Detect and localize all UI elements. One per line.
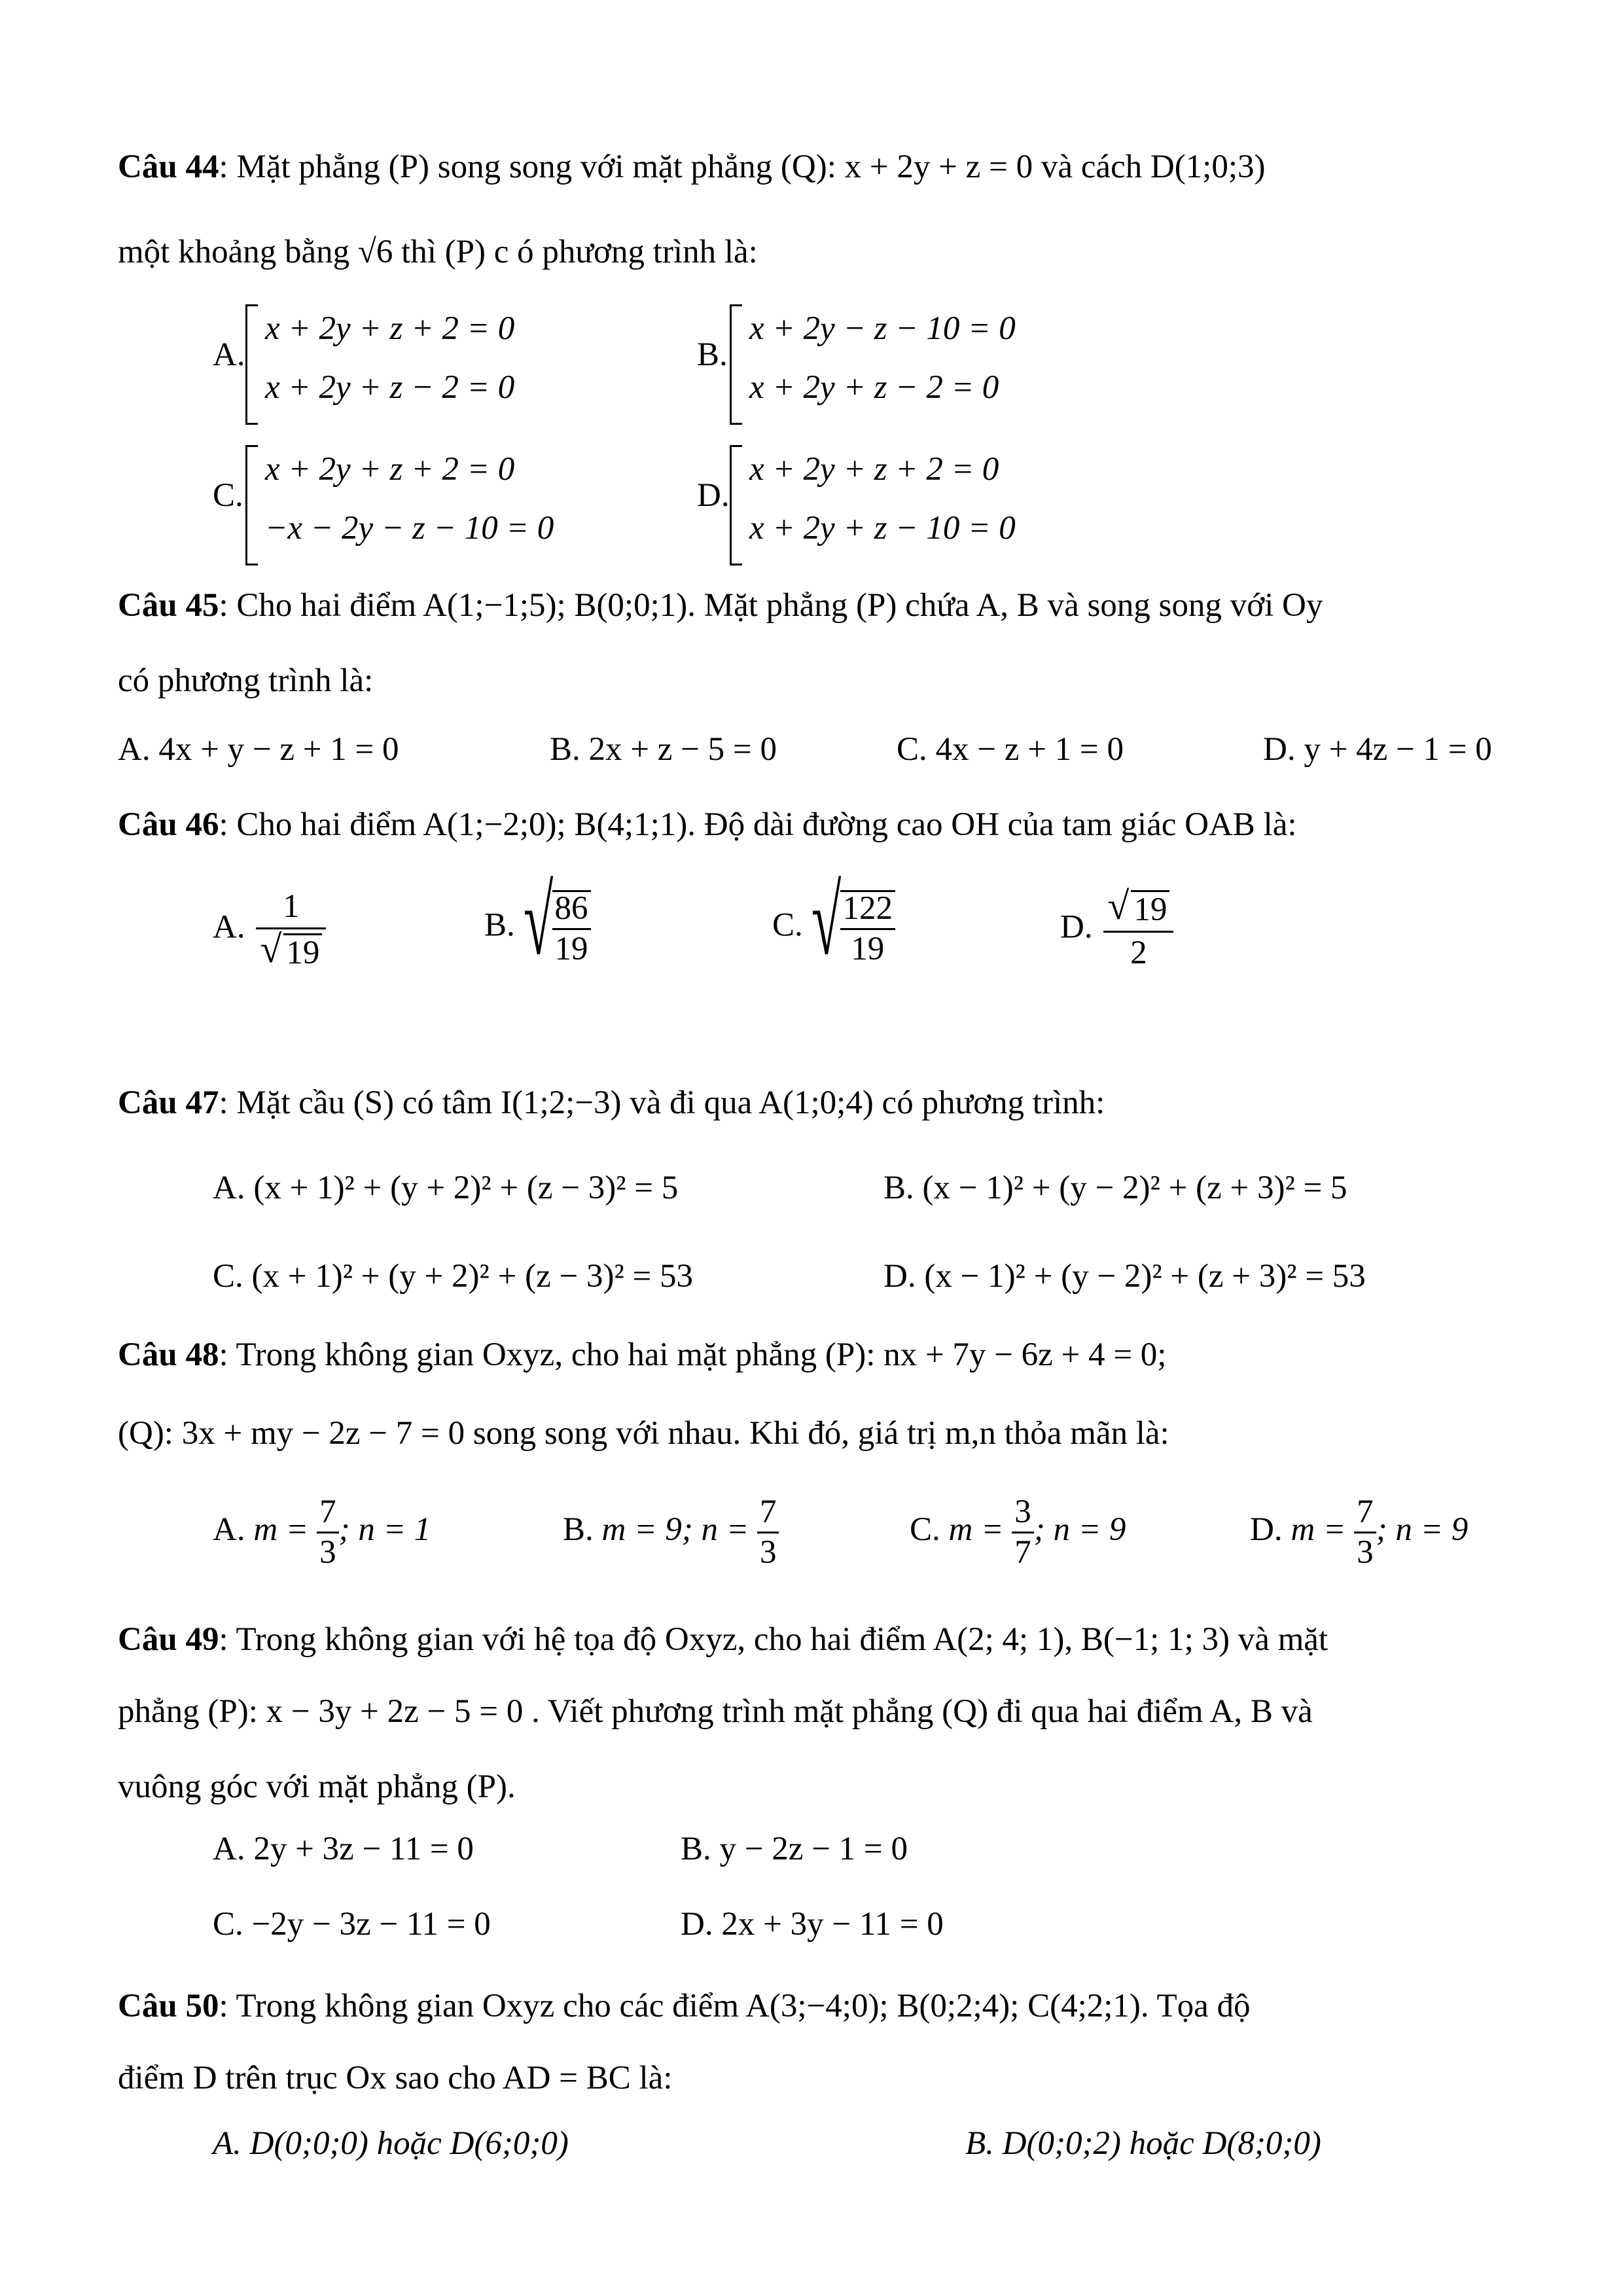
q46-option-d: D. √ $\frac{19}{2}$ (1060, 890, 1176, 970)
q45-line2: có phương trình là: (118, 662, 374, 699)
q48-option-a: A. m = $\frac{7}{3}$ ; n = 1 (213, 1494, 431, 1571)
q47-option-a: A. (x + 1)² + (y + 2)² + (z − 3)² = 5 (213, 1170, 679, 1206)
q50-option-b: B. D(0;0;2) hoặc D(8;0;0) (965, 2125, 1321, 2162)
q50-option-a: A. D(0;0;0) hoặc D(6;0;0) (213, 2125, 569, 2162)
q47-option-b: B. (x − 1)² + (y − 2)² + (z + 3)² = 5 (883, 1170, 1347, 1206)
q44-text1: : Mặt phẳng (P) song song với mặt phẳng (Q): x + 2y + z = 0 và cách D(1;0;3) (219, 149, 1266, 185)
q49-line1: Câu 49: Trong không gian với hệ tọa độ Oxyz, cho hai điểm A(2; 4; 1), B(−1; 1; 3) và mặt (118, 1621, 1329, 1658)
q49-option-d: D. 2x + 3y − 11 = 0 (681, 1906, 944, 1943)
bracket (730, 304, 742, 425)
q49-line2: phẳng (P): x − 3y + 2z − 5 = 0 . Viết phương trình mặt phẳng (Q) đi qua hai điểm A, B và (118, 1693, 1313, 1730)
q47-option-d: D. (x − 1)² + (y − 2)² + (z + 3)² = 53 (883, 1258, 1366, 1295)
q45-option-a: A. 4x + y − z + 1 = 0 (118, 731, 399, 768)
q44-line1 (118, 151, 1266, 184)
q45-line1: Câu 45: Cho hai điểm A(1;−1;5); B(0;0;1). Mặt phẳng (P) chứa A, B và song song với Oy (118, 587, 1323, 624)
q49-option-b: B. y − 2z − 1 = 0 (681, 1831, 908, 1867)
q48-line2: (Q): 3x + my − 2z − 7 = 0 song song với nhau. Khi đó, giá trị m,n thỏa mãn là: (118, 1415, 1169, 1452)
q49-label: Câu 49 (118, 1621, 219, 1658)
q46-label: Câu 46 (118, 806, 219, 843)
q48-line1: Câu 48: Trong không gian Oxyz, cho hai mặt phẳng (P): nx + 7y − 6z + 4 = 0; (118, 1336, 1167, 1373)
q47-line1: Câu 47: Mặt cầu (S) có tâm I(1;2;−3) và đi qua A(1;0;4) có phương trình: (118, 1085, 1105, 1121)
q49-line3: vuông góc với mặt phẳng (P). (118, 1768, 516, 1805)
q49-option-a: A. 2y + 3z − 11 = 0 (213, 1831, 474, 1867)
q44-line2: một khoảng bằng √6 thì (P) c ó phương trình là: (118, 234, 758, 270)
q44-label: Câu 44 (118, 149, 219, 185)
q45-option-b: B. 2x + z − 5 = 0 (550, 731, 777, 768)
q50-line2: điểm D trên trục Ox sao cho AD = BC là: (118, 2060, 673, 2096)
q46-line1: Câu 46: Cho hai điểm A(1;−2;0); B(4;1;1). Độ dài đường cao OH của tam giác OAB là: (118, 806, 1297, 843)
q46-option-b: B. √ $\frac{86}{19}$ (484, 890, 591, 966)
q46-option-c: C. √ $\frac{122}{19}$ (772, 890, 895, 966)
q49-option-c: C. −2y − 3z − 11 = 0 (213, 1906, 491, 1943)
q47-option-c: C. (x + 1)² + (y + 2)² + (z − 3)² = 53 (213, 1258, 693, 1295)
q48-option-d: D. m = $\frac{7}{3}$ ; n = 9 (1250, 1494, 1469, 1571)
bracket (245, 445, 258, 565)
q46-option-a: A. 1 √ 19 (213, 890, 329, 970)
q50-line1: Câu 50: Trong không gian Oxyz cho các điểm A(3;−4;0); B(0;2;4); C(4;2;1). Tọa độ (118, 1988, 1251, 2024)
bracket (730, 445, 742, 565)
bracket (245, 304, 258, 425)
q45-option-c: C. 4x − z + 1 = 0 (897, 731, 1124, 768)
q45-option-d: D. y + 4z − 1 = 0 (1263, 731, 1492, 768)
q48-label: Câu 48 (118, 1336, 219, 1373)
q45-label: Câu 45 (118, 587, 219, 624)
q48-option-c: C. m = $\frac{3}{7}$ ; n = 9 (910, 1494, 1126, 1571)
q50-label: Câu 50 (118, 1988, 219, 2024)
document-page: Câu 44: Mặt phẳng (P) song song với mặt phẳng (Q): x + 2y + z = 0 và cách D(1;0;3) một khoảng bằng √6 thì (P) c ó phương trình là: A. x + 2y + z + 2 = 0 x + 2y + z − 2 = 0 B. x + 2y − z − 10 = 0 x + 2y + z − 2 = 0 C. x + 2y + z + 2 = 0 −x − 2y − z − 10 = 0 D. x + 2y + z + 2 = 0 x + 2y + z − 10 = 0 Câu 45: Cho hai điểm A(1;−1;5); B(0;0;1). Mặt phẳng (P) chứa A, B và song song với Oy có phương trình là: A. 4x + y − z + 1 = 0 B. 2x + z − 5 = 0 C. 4x − z + 1 = 0 D. y + 4z − 1 = 0 Câu 46: Cho hai điểm A(1;−2;0); B(4;1;1). Độ dài đường cao OH của tam giác OAB là: A. 1 √ 19 B. √ $\frac{86}{19}$ C. √ $\frac{122}{19}$ D. √ $\frac{19}{2}$ Câu 47: Mặt cầu (S) có tâm I(1;2;−3) và đi qua A(1;0;4) có phương trình: A. (x + 1)² + (y + 2)² + (z − 3)² = 5 B. (x − 1)² + (y − 2)² + (z + 3)² = 5 C. (x + 1)² + (y + 2)² + (z − 3)² = 53 D. (x − 1)² + (y − 2)² + (z + 3)² = 53 Câu 48: Trong không gian Oxyz, cho hai mặt phẳng (P): nx + 7y − 6z + 4 = 0; (Q): 3x + my − 2z − 7 = 0 song song với nhau. Khi đó, giá trị m,n thỏa mãn là: A. m = $\frac{7}{3}$ ; n = 1 B. m = 9; n = $\frac{7}{3}$ C. m = $\frac{3}{7}$ ; n = 9 D. m = $\frac{7}{3}$ ; n = 9 Câu 49: Trong không gian với hệ tọa độ Oxyz, cho hai điểm A(2; 4; 1), B(−1; 1; 3) và mặt phẳng (P): x − 3y + 2z − 5 = 0 . Viết phương trình mặt phẳng (Q) đi qua hai điểm A, B và vuông góc với mặt phẳng (P). A. 2y + 3z − 11 = 0 B. y − 2z − 1 = 0 C. −2y − 3z − 11 = 0 D. 2x + 3y − 11 = 0 Câu 50: Trong không gian Oxyz cho các điểm A(3;−4;0); B(0;2;4); C(4;2;1). Tọa độ điểm D trên trục Ox sao cho AD = BC là: A. D(0;0;0) hoặc D(6;0;0) B. D(0;0;2) hoặc D(8;0;0) (0, 0, 1623, 2296)
q47-label: Câu 47 (118, 1085, 219, 1121)
q48-option-b: B. m = 9; n = $\frac{7}{3}$ (563, 1496, 779, 1570)
